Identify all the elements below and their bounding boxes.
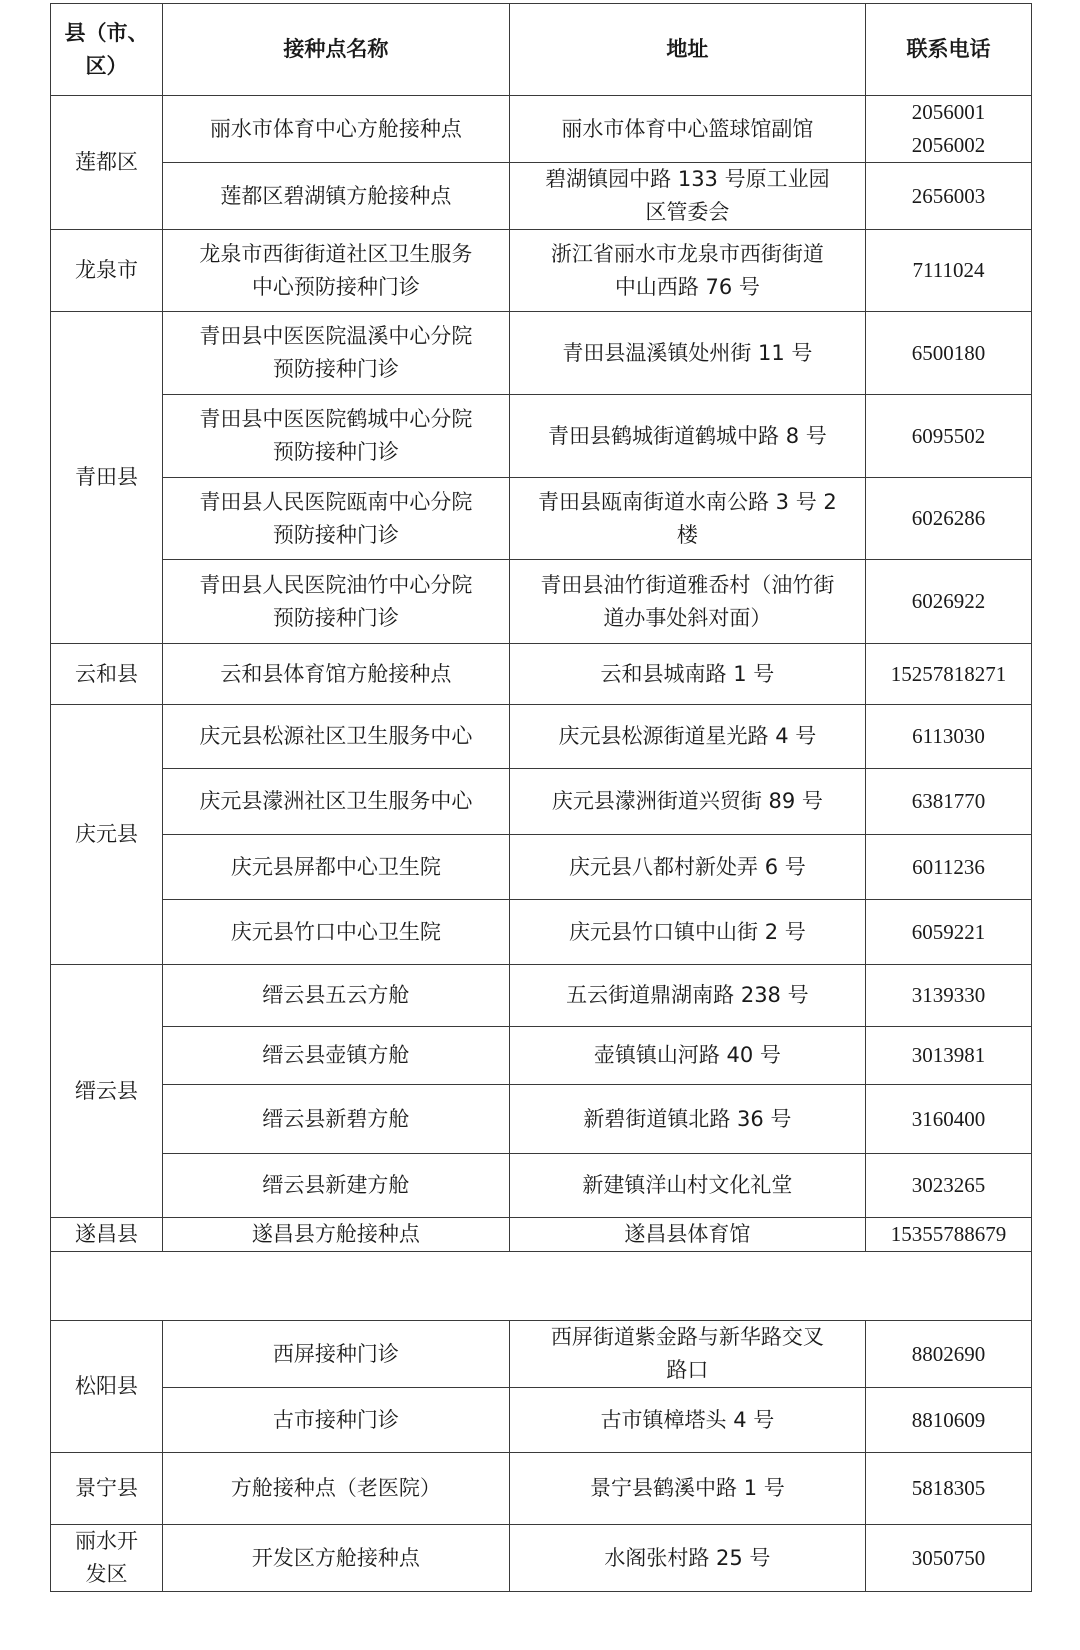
county-cell bbox=[51, 644, 163, 705]
phone-cell bbox=[866, 705, 1032, 769]
site-name-line: 预防接种门诊 bbox=[272, 440, 399, 464]
address-cell bbox=[509, 312, 865, 395]
address-line: 庆元县濛洲街道兴贸街 89 号 bbox=[551, 789, 823, 813]
county-cell bbox=[51, 230, 163, 312]
phone-cell bbox=[866, 395, 1032, 478]
table-row bbox=[51, 769, 1032, 835]
phone-cell bbox=[866, 900, 1032, 965]
site-name-cell bbox=[163, 1085, 510, 1154]
phone-cell bbox=[866, 1154, 1032, 1218]
site-name-line: 青田县人民医院瓯南中心分院 bbox=[199, 489, 473, 514]
site-name-line: 遂昌县方舱接种点 bbox=[251, 1222, 420, 1246]
site-name-cell bbox=[163, 1218, 510, 1252]
address-cell bbox=[509, 163, 865, 230]
site-name-line: 青田县中医医院鹤城中心分院 bbox=[199, 407, 473, 431]
address-cell bbox=[509, 965, 865, 1027]
phone-cell bbox=[866, 1453, 1032, 1525]
table-row bbox=[51, 1525, 1032, 1592]
county-line: 缙云县 bbox=[75, 1078, 139, 1103]
site-name-cell bbox=[163, 1525, 510, 1592]
site-name-cell bbox=[163, 1154, 510, 1218]
phone-cell bbox=[866, 560, 1032, 644]
site-name-line: 庆元县松源社区卫生服务中心 bbox=[199, 724, 473, 748]
site-name-line: 方舱接种点（老医院） bbox=[230, 1476, 441, 1500]
address-line: 五云街道鼎湖南路 238 号 bbox=[566, 983, 809, 1007]
site-name-line: 云和县体育馆方舱接种点 bbox=[220, 661, 452, 686]
county-line: 发区 bbox=[85, 1562, 128, 1586]
phone-cell bbox=[866, 1321, 1032, 1388]
header-site-name: 接种点名称 bbox=[163, 4, 510, 96]
phone-line: 2056001 bbox=[911, 100, 986, 124]
phone-cell bbox=[866, 769, 1032, 835]
table-row bbox=[51, 705, 1032, 769]
county-line: 景宁县 bbox=[75, 1476, 139, 1500]
county-cell bbox=[51, 312, 163, 644]
table-row bbox=[51, 900, 1032, 965]
site-name-cell bbox=[163, 1388, 510, 1453]
page-break-gap bbox=[51, 1252, 1032, 1321]
county-cell bbox=[51, 1453, 163, 1525]
header-county-line-2: 区） bbox=[85, 53, 128, 78]
county-line: 遂昌县 bbox=[75, 1222, 139, 1246]
address-line: 西屏街道紫金路与新华路交叉 bbox=[550, 1325, 824, 1349]
phone-cell bbox=[866, 644, 1032, 705]
site-name-line: 预防接种门诊 bbox=[272, 605, 399, 630]
site-name-cell bbox=[163, 769, 510, 835]
phone-cell bbox=[866, 230, 1032, 312]
site-name-line: 缙云县壶镇方舱 bbox=[262, 1043, 410, 1067]
site-name-line: 西屏接种门诊 bbox=[272, 1341, 399, 1366]
phone-cell bbox=[866, 1388, 1032, 1453]
county-cell bbox=[51, 705, 163, 965]
address-cell bbox=[509, 1154, 865, 1218]
address-line: 遂昌县体育馆 bbox=[624, 1222, 751, 1246]
address-cell bbox=[509, 1525, 865, 1592]
header-county bbox=[51, 4, 163, 96]
site-name-cell bbox=[163, 230, 510, 312]
address-cell bbox=[509, 644, 865, 705]
address-cell bbox=[509, 478, 865, 560]
table-row bbox=[51, 96, 1032, 163]
site-name-cell bbox=[163, 705, 510, 769]
address-line: 新碧街道镇北路 36 号 bbox=[583, 1106, 792, 1131]
address-cell bbox=[509, 96, 865, 163]
site-name-line: 青田县中医医院温溪中心分院 bbox=[199, 324, 473, 348]
address-line: 区管委会 bbox=[645, 200, 730, 224]
phone-cell bbox=[866, 163, 1032, 230]
phone-line: 15355788679 bbox=[890, 1222, 1007, 1246]
address-line: 浙江省丽水市龙泉市西街街道 bbox=[550, 241, 824, 266]
site-name-cell bbox=[163, 478, 510, 560]
address-line: 青田县瓯南街道水南公路 3 号 2 bbox=[538, 489, 837, 514]
phone-line: 6026922 bbox=[911, 589, 986, 613]
site-name-cell bbox=[163, 900, 510, 965]
address-cell bbox=[509, 1388, 865, 1453]
table-row bbox=[51, 1154, 1032, 1218]
site-name-line: 缙云县新碧方舱 bbox=[262, 1106, 410, 1131]
table-row bbox=[51, 478, 1032, 560]
phone-cell bbox=[866, 965, 1032, 1027]
site-name-line: 古市接种门诊 bbox=[272, 1407, 399, 1432]
county-cell bbox=[51, 1525, 163, 1592]
phone-line: 6026286 bbox=[911, 506, 986, 530]
address-line: 庆元县竹口镇中山街 2 号 bbox=[569, 919, 806, 944]
phone-line: 15257818271 bbox=[890, 661, 1007, 686]
address-cell bbox=[509, 900, 865, 965]
address-cell bbox=[509, 560, 865, 644]
phone-line: 7111024 bbox=[912, 258, 985, 282]
table-row bbox=[51, 560, 1032, 644]
site-name-line: 庆元县竹口中心卫生院 bbox=[230, 919, 441, 944]
phone-cell bbox=[866, 1085, 1032, 1154]
address-line: 路口 bbox=[666, 1358, 709, 1382]
site-name-line: 庆元县濛洲社区卫生服务中心 bbox=[199, 789, 473, 813]
site-name-line: 丽水市体育中心方舱接种点 bbox=[209, 116, 462, 141]
table-row bbox=[51, 644, 1032, 705]
phone-line: 3139330 bbox=[911, 983, 986, 1007]
vaccination-sites-table bbox=[50, 3, 1032, 1592]
county-line: 莲都区 bbox=[75, 150, 139, 174]
county-line: 松阳县 bbox=[75, 1374, 139, 1398]
address-line: 中山西路 76 号 bbox=[614, 274, 760, 299]
site-name-cell bbox=[163, 96, 510, 163]
county-cell bbox=[51, 96, 163, 230]
table-row bbox=[51, 835, 1032, 900]
address-line: 青田县油竹街道雅岙村（油竹街 bbox=[540, 572, 835, 597]
phone-line: 6500180 bbox=[911, 340, 986, 365]
site-name-cell bbox=[163, 835, 510, 900]
site-name-line: 缙云县五云方舱 bbox=[262, 983, 410, 1007]
phone-line: 2056002 bbox=[911, 133, 986, 157]
address-line: 庆元县八都村新处弄 6 号 bbox=[569, 854, 806, 879]
phone-line: 6011236 bbox=[912, 854, 985, 879]
address-line: 景宁县鹤溪中路 1 号 bbox=[590, 1476, 785, 1500]
site-name-line: 莲都区碧湖镇方舱接种点 bbox=[220, 183, 452, 208]
table-row bbox=[51, 1027, 1032, 1085]
address-cell bbox=[509, 835, 865, 900]
phone-line: 3023265 bbox=[911, 1173, 986, 1197]
county-line: 丽水开 bbox=[75, 1529, 139, 1553]
site-name-line: 开发区方舱接种点 bbox=[251, 1545, 420, 1570]
address-line: 青田县鹤城街道鹤城中路 8 号 bbox=[548, 423, 827, 448]
site-name-line: 缙云县新建方舱 bbox=[262, 1173, 410, 1197]
table-row bbox=[51, 1388, 1032, 1453]
county-cell bbox=[51, 965, 163, 1218]
site-name-line: 预防接种门诊 bbox=[272, 357, 399, 381]
site-name-cell bbox=[163, 1321, 510, 1388]
address-line: 水阁张村路 25 号 bbox=[604, 1545, 771, 1570]
site-name-cell bbox=[163, 312, 510, 395]
phone-line: 6381770 bbox=[911, 789, 986, 813]
table-row bbox=[51, 1218, 1032, 1252]
phone-line: 5818305 bbox=[911, 1476, 986, 1500]
site-name-cell bbox=[163, 395, 510, 478]
address-line: 庆元县松源街道星光路 4 号 bbox=[558, 724, 817, 748]
address-cell bbox=[509, 395, 865, 478]
phone-line: 8810609 bbox=[911, 1407, 986, 1432]
address-cell bbox=[509, 1085, 865, 1154]
site-name-line: 庆元县屏都中心卫生院 bbox=[230, 854, 441, 879]
header-row bbox=[51, 4, 1032, 96]
phone-line: 3013981 bbox=[911, 1043, 986, 1067]
county-cell bbox=[51, 1218, 163, 1252]
phone-cell bbox=[866, 478, 1032, 560]
header-county-line-1: 县（市、 bbox=[64, 20, 149, 45]
table-row bbox=[51, 1085, 1032, 1154]
phone-cell bbox=[866, 835, 1032, 900]
address-cell bbox=[509, 705, 865, 769]
address-line: 青田县温溪镇处州街 11 号 bbox=[562, 340, 813, 365]
county-line: 青田县 bbox=[75, 465, 139, 489]
phone-line: 6059221 bbox=[911, 919, 986, 944]
address-line: 古市镇樟塔头 4 号 bbox=[600, 1407, 775, 1432]
phone-cell bbox=[866, 1525, 1032, 1592]
table-row bbox=[51, 965, 1032, 1027]
site-name-cell bbox=[163, 644, 510, 705]
address-line: 新建镇洋山村文化礼堂 bbox=[582, 1173, 793, 1197]
county-line: 云和县 bbox=[75, 661, 139, 686]
table-row bbox=[51, 1321, 1032, 1388]
phone-line: 3160400 bbox=[911, 1106, 986, 1131]
address-line: 丽水市体育中心篮球馆副馆 bbox=[561, 116, 814, 141]
address-line: 道办事处斜对面） bbox=[603, 605, 772, 630]
county-cell bbox=[51, 1321, 163, 1453]
address-cell bbox=[509, 1027, 865, 1085]
phone-line: 2656003 bbox=[911, 183, 986, 208]
header-phone: 联系电话 bbox=[866, 4, 1032, 96]
phone-cell bbox=[866, 96, 1032, 163]
site-name-line: 预防接种门诊 bbox=[272, 522, 399, 547]
table-row bbox=[51, 163, 1032, 230]
address-cell bbox=[509, 1218, 865, 1252]
table-row bbox=[51, 230, 1032, 312]
phone-cell bbox=[866, 312, 1032, 395]
table-row bbox=[51, 312, 1032, 395]
address-line: 云和县城南路 1 号 bbox=[600, 661, 775, 686]
county-line: 龙泉市 bbox=[75, 258, 139, 282]
address-cell bbox=[509, 769, 865, 835]
site-name-cell bbox=[163, 1453, 510, 1525]
site-name-cell bbox=[163, 163, 510, 230]
address-line: 壶镇镇山河路 40 号 bbox=[593, 1043, 781, 1067]
site-name-line: 中心预防接种门诊 bbox=[251, 274, 420, 299]
table-row bbox=[51, 395, 1032, 478]
phone-line: 6095502 bbox=[911, 423, 986, 448]
site-name-cell bbox=[163, 965, 510, 1027]
address-cell bbox=[509, 230, 865, 312]
phone-line: 3050750 bbox=[911, 1545, 986, 1570]
site-name-cell bbox=[163, 560, 510, 644]
address-cell bbox=[509, 1321, 865, 1388]
address-line: 楼 bbox=[676, 522, 698, 547]
address-line: 碧湖镇园中路 133 号原工业园 bbox=[545, 167, 830, 191]
site-name-line: 龙泉市西街街道社区卫生服务 bbox=[199, 241, 473, 266]
table-row bbox=[51, 1453, 1032, 1525]
site-name-line: 青田县人民医院油竹中心分院 bbox=[199, 572, 473, 597]
phone-line: 8802690 bbox=[911, 1341, 986, 1366]
county-line: 庆元县 bbox=[75, 822, 139, 846]
address-cell bbox=[509, 1453, 865, 1525]
phone-line: 6113030 bbox=[912, 724, 985, 748]
header-address: 地址 bbox=[509, 4, 865, 96]
phone-cell bbox=[866, 1027, 1032, 1085]
site-name-cell bbox=[163, 1027, 510, 1085]
phone-cell bbox=[866, 1218, 1032, 1252]
